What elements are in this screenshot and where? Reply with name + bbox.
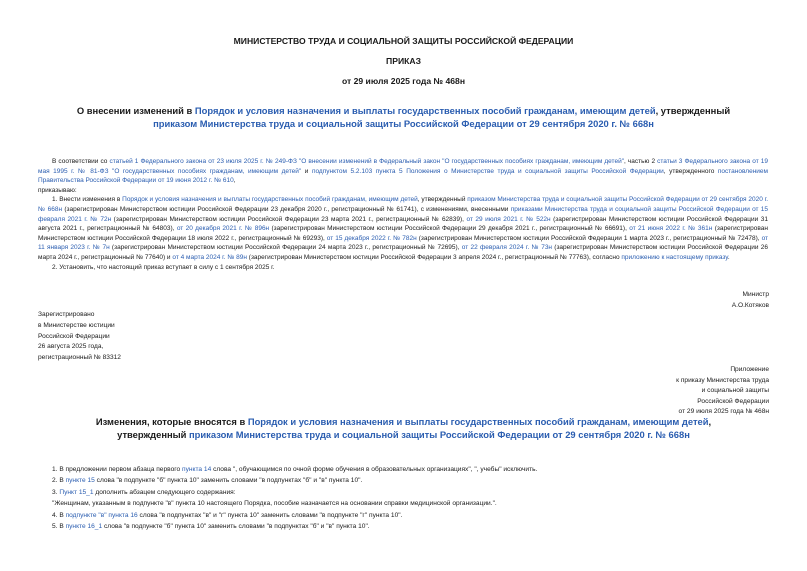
order-word: приказываю: xyxy=(38,186,77,194)
law-link[interactable]: постановлением Правительства Российской Федерации от 19 июня 2012 г. № 610 xyxy=(38,167,768,185)
text: , утвержденный xyxy=(417,196,468,204)
amendment-link[interactable]: от 4 марта 2024 г. № 89н xyxy=(172,253,247,261)
ministry-name: МИНИСТЕРСТВО ТРУДА И СОЦИАЛЬНОЙ ЗАЩИТЫ РОССИЙСКОЙ ФЕДЕРАЦИИ xyxy=(233,36,574,46)
text: слова "в подпунктах "в" и "г" пункта 10" заменить словами "в подпункте "г" пункта 10". xyxy=(137,511,403,519)
appendix-line: и социальной защиты xyxy=(701,387,769,394)
title-text: Изменения, которые вносятся в xyxy=(95,416,248,427)
change-item-5 xyxy=(52,521,752,532)
text: (зарегистрирован Министерством юстиции Российской Федерации 1 марта 2023 г., регистрационный № 72478), xyxy=(416,234,762,242)
text: (зарегистрирован Министерством юстиции Российской Федерации 23 марта 2021 г., регистрационный № 62839), xyxy=(111,215,467,223)
change-item-2 xyxy=(52,475,752,486)
amendment-link[interactable]: от 11 января 2023 г. № 7н xyxy=(38,234,769,252)
text: 1. Внести изменения в xyxy=(52,196,123,204)
procedure-link[interactable]: Порядок и условия назначения и выплаты государственных пособий гражданам, имеющим детей xyxy=(122,196,418,204)
text: . xyxy=(727,253,730,261)
appendix-line: Российской Федерации xyxy=(697,397,769,405)
text: (зарегистрирован Министерством юстиции Российской Федерации 31 августа 2021 г., регистрационный № 64803), xyxy=(38,215,768,233)
doc-date-number: от 29 июля 2025 года № 468н xyxy=(341,76,466,86)
amendment-link[interactable]: от 21 июня 2022 г. № 361н xyxy=(629,225,713,233)
registration-line: Зарегистрировано xyxy=(38,311,95,318)
registration-line: 26 августа 2025 года, xyxy=(38,343,104,351)
law-link[interactable]: статьи 3 Федерального закона от 19 мая 1995 г. № 81-ФЗ "О государственных пособиях гражданам, имеющим детей" xyxy=(38,158,768,175)
text: 5. В xyxy=(52,523,66,531)
text: слова "в подпункте "б" пункта 10" заменить словами "в подпунктах "б" и "в" пункта 10". xyxy=(102,523,370,531)
text: 2. В xyxy=(52,477,66,485)
page-title xyxy=(70,104,737,130)
text: , xyxy=(233,177,236,185)
change-item-3 xyxy=(52,487,752,498)
text: 4. В xyxy=(52,511,66,519)
text: (зарегистрирован Министерством юстиции Российской Федерации 26 марта 2024 г., регистрационный № 77640) и xyxy=(38,244,769,261)
title-text: , утвержденный xyxy=(655,105,731,116)
text: (зарегистрирован Министерством юстиции Российской Федерации 29 декабря 2021 г., регистрационный № 66691), xyxy=(269,225,630,233)
signature-name: А.О.Котяков xyxy=(731,301,769,309)
text: , частью 2 xyxy=(624,158,658,165)
preamble xyxy=(38,157,768,186)
appendix-line: от 29 июля 2025 года № 468н xyxy=(678,408,769,415)
title-text: , утвержденный xyxy=(117,416,712,440)
appendix-header xyxy=(676,365,769,418)
changes-link-procedure[interactable]: Порядок и условия назначения и выплаты государственных пособий гражданам, имеющим детей xyxy=(247,416,709,427)
order-link[interactable]: приказом Министерства труда и социальной защиты Российской Федерации от 29 сентября 2020 г. № 668н xyxy=(38,196,768,213)
text: (зарегистрирован Министерством юстиции Российской Федерации 24 марта 2023 г., регистрационный № 72695), xyxy=(109,244,462,252)
signature-position: Министр xyxy=(742,291,769,298)
registration-line: Российской Федерации xyxy=(38,332,110,340)
title-text: О внесении изменений в xyxy=(76,105,195,116)
text: дополнить абзацем следующего содержания: xyxy=(93,488,236,496)
amendment-link[interactable]: от 22 февраля 2024 г. № 73н xyxy=(461,244,553,252)
text: и xyxy=(301,167,312,175)
changes-link-order[interactable]: приказом Министерства труда и социальной защиты Российской Федерации от 29 сентября 2020 г. № 668н xyxy=(189,429,690,440)
law-link[interactable]: подпунктом 5.2.103 пункта 5 Положения о Министерстве труда и социальной защиты Российской Федерации xyxy=(311,167,664,175)
amendment-link[interactable]: приказами Министерства труда и социальной защиты Российской Федерации от 15 февраля 2021 г. № 72н xyxy=(38,205,768,223)
title-link-procedure[interactable]: Порядок и условия назначения и выплаты государственных пособий гражданам, имеющим детей xyxy=(194,105,656,116)
point-link[interactable]: пункта 14 xyxy=(182,466,212,473)
signature-block xyxy=(732,290,769,311)
paragraph-2: 2. Установить, что настоящий приказ вступает в силу с 1 сентября 2025 г. xyxy=(52,263,275,271)
text: 3. xyxy=(52,488,60,496)
amendment-link[interactable]: от 29 июля 2021 г. № 522н xyxy=(466,215,551,223)
appendix-line: Приложение xyxy=(730,366,769,373)
point-link[interactable]: пункте 16_1 xyxy=(65,523,103,531)
text: (зарегистрирован Министерством юстиции Российской Федерации 18 июля 2022 г., регистрационный № 69293), xyxy=(38,225,768,242)
order-body xyxy=(38,157,768,272)
text: 1. В предложении первом абзаца первого xyxy=(52,466,182,473)
registration-block xyxy=(38,310,121,364)
registration-line: регистрационный № 83312 xyxy=(38,354,121,362)
registration-line: в Министерстве юстиции xyxy=(38,321,115,329)
point-link[interactable]: подпункте "в" пункта 16 xyxy=(65,511,138,519)
point-link[interactable]: Пункт 15_1 xyxy=(59,488,94,496)
appendix-link[interactable]: приложению к настоящему приказу xyxy=(621,253,728,261)
doc-type: ПРИКАЗ xyxy=(386,56,421,66)
text: слова ", обучающимся по очной форме обучения в образовательных организациях", ", учебы" исключить. xyxy=(211,466,538,473)
point-link[interactable]: пункте 15 xyxy=(65,477,95,485)
text: (зарегистрирован Министерством юстиции Российской Федерации 23 декабря 2020 г., регистрационный № 61741), с изменениями, внесенными xyxy=(62,205,511,213)
changes-title xyxy=(70,415,737,441)
text: , утвержденного xyxy=(663,167,718,175)
text: слова "в подпункте "б" пункта 10" заменить словами "в подпунктах "б" и "в" пункта 10". xyxy=(94,477,363,485)
law-link[interactable]: статьей 1 Федерального закона от 23 июля 2025 г. № 249-ФЗ "О внесении изменений в Федеральный закон "О государственных пособиях гражданам, имеющим детей" xyxy=(109,158,625,165)
change-item-4 xyxy=(52,510,752,521)
change-item-3-quote: "Женщинам, указанным в подпункте "в" пункта 10 настоящего Порядка, пособие назначается на основании справки медицинской организации.". xyxy=(52,500,497,508)
text: В соответствии со xyxy=(52,158,110,165)
appendix-line: к приказу Министерства труда xyxy=(676,376,769,384)
changes-list xyxy=(52,464,752,532)
title-link-order[interactable]: приказом Министерства труда и социальной защиты Российской Федерации от 29 сентября 2020 г. № 668н xyxy=(153,118,654,129)
amendment-link[interactable]: от 15 декабря 2022 г. № 782н xyxy=(326,234,417,242)
change-item-1 xyxy=(52,464,752,475)
amendment-link[interactable]: от 20 декабря 2021 г. № 896н xyxy=(176,225,270,233)
paragraph-1 xyxy=(38,195,768,262)
text: (зарегистрирован Министерством юстиции Российской Федерации 3 апреля 2024 г., регистрационный № 77763), согласно xyxy=(246,253,622,261)
